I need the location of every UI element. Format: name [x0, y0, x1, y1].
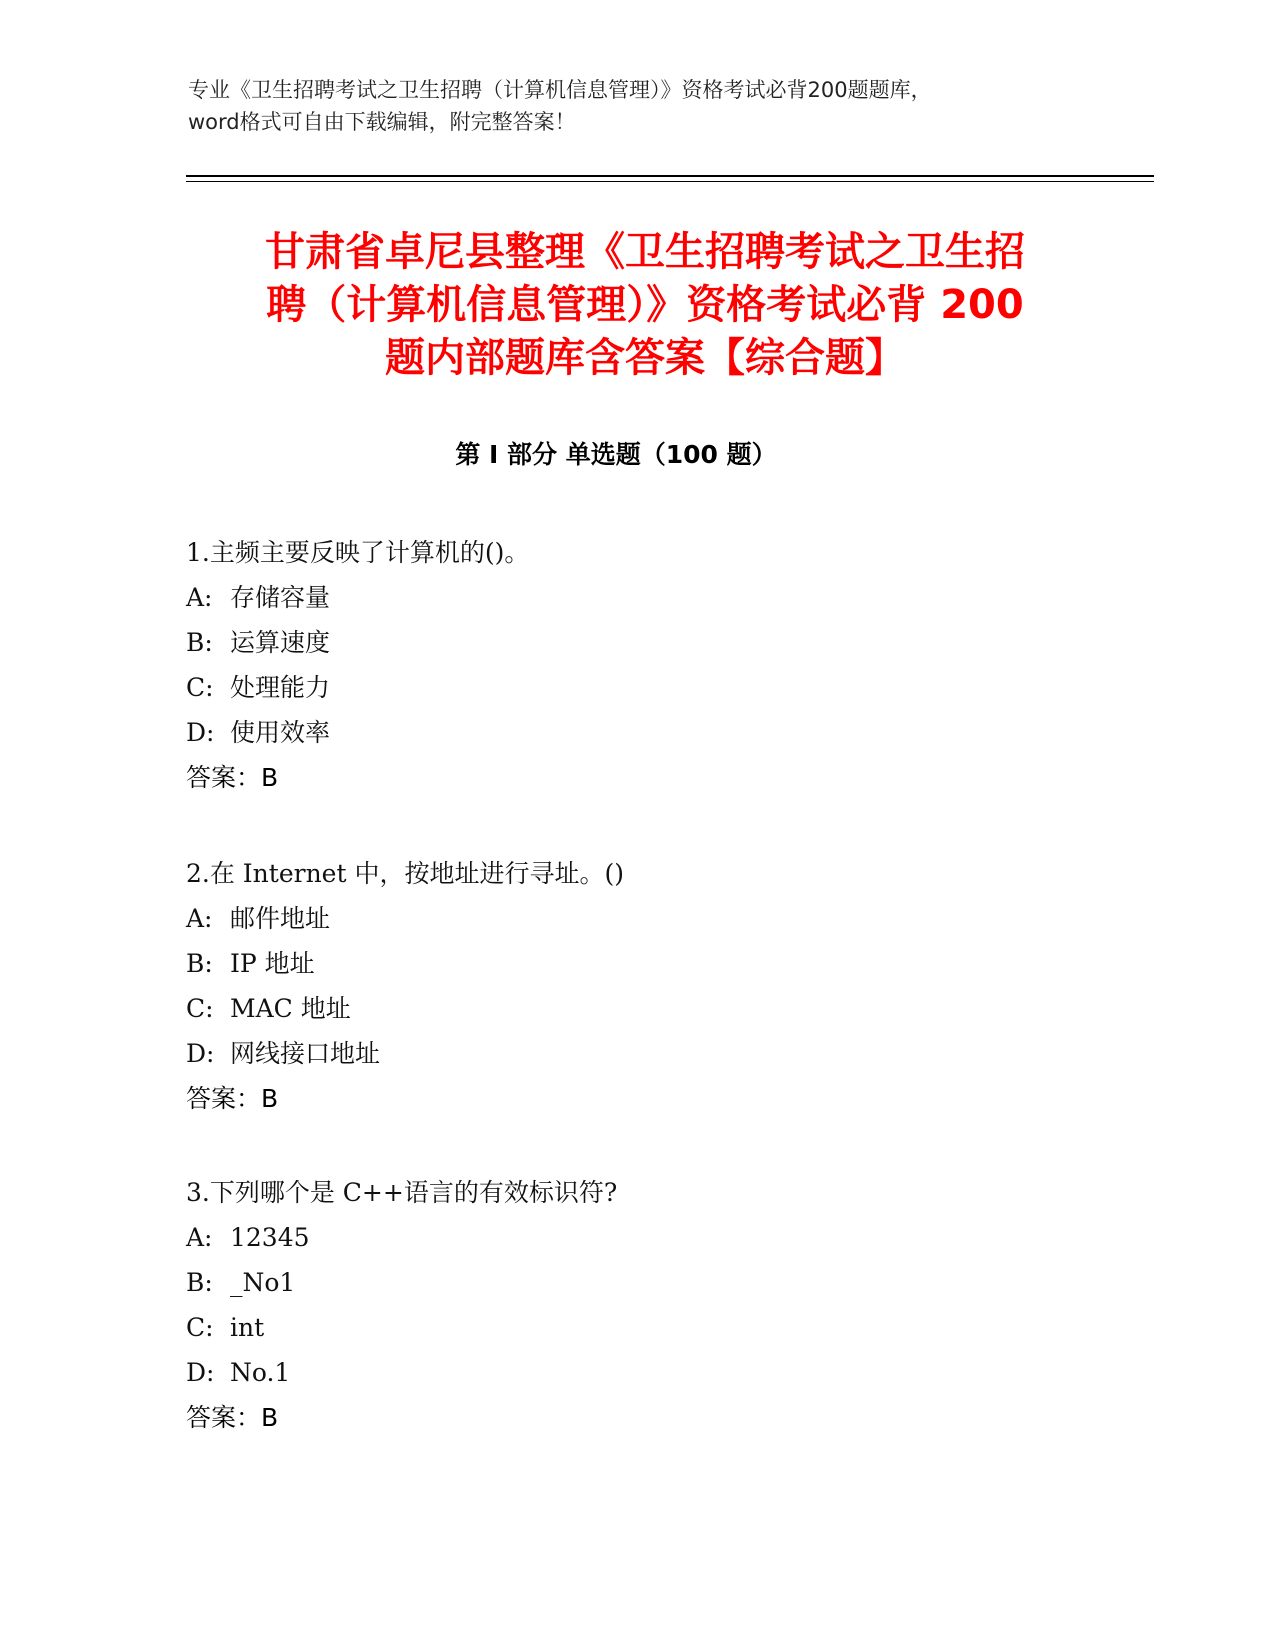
- answer-line: 答案：B: [186, 763, 279, 792]
- option-key: B:: [186, 628, 213, 657]
- option-key: D:: [186, 1358, 215, 1387]
- document-title-line-3: 题内部题库含答案【综合题】: [385, 335, 905, 381]
- section-title: 第 I 部分 单选题（100 题）: [455, 440, 777, 469]
- option-text: int: [230, 1313, 265, 1342]
- option-d: [186, 1031, 1086, 1076]
- option-text: IP 地址: [230, 949, 315, 978]
- question-item: [186, 1170, 1086, 1440]
- answer-line: 答案：B: [186, 1403, 279, 1432]
- option-text: 网线接口地址: [230, 1039, 381, 1068]
- option-text: 运算速度: [230, 628, 331, 657]
- option-c: [186, 1305, 1086, 1350]
- answer-line: 答案：B: [186, 1084, 279, 1113]
- question-stem: 2.在 Internet 中，按地址进行寻址。(): [186, 859, 624, 888]
- header-note-line-2: word格式可自由下载编辑，附完整答案！: [188, 110, 576, 134]
- header-rule-thin: [186, 181, 1154, 182]
- option-key: A:: [186, 583, 213, 612]
- option-text: MAC 地址: [230, 994, 351, 1023]
- document-title: [195, 226, 1095, 385]
- header-note: [188, 74, 1088, 138]
- option-text: 使用效率: [230, 718, 331, 747]
- option-c: [186, 986, 1086, 1031]
- option-d: [186, 710, 1086, 755]
- option-key: C:: [186, 994, 214, 1023]
- option-a: [186, 575, 1086, 620]
- option-key: A:: [186, 1223, 213, 1252]
- option-a: [186, 1215, 1086, 1260]
- option-c: [186, 665, 1086, 710]
- option-text: 处理能力: [230, 673, 331, 702]
- option-key: C:: [186, 1313, 214, 1342]
- option-key: A:: [186, 904, 213, 933]
- option-text: _No1: [230, 1268, 296, 1297]
- option-key: B:: [186, 949, 213, 978]
- document-title-line-1: 甘肃省卓尼县整理《卫生招聘考试之卫生招: [265, 229, 1025, 275]
- option-b: [186, 1260, 1086, 1305]
- option-b: [186, 620, 1086, 665]
- document-title-line-2: 聘（计算机信息管理）》资格考试必背 200: [266, 282, 1024, 328]
- question-item: [186, 530, 1086, 800]
- option-text: 12345: [230, 1223, 310, 1252]
- option-text: 存储容量: [230, 583, 331, 612]
- option-key: D:: [186, 1039, 215, 1068]
- question-item: [186, 851, 1086, 1121]
- option-d: [186, 1350, 1086, 1395]
- header-rule-thick: [186, 175, 1154, 177]
- option-key: B:: [186, 1268, 213, 1297]
- question-stem: 3.下列哪个是 C++语言的有效标识符?: [186, 1178, 618, 1207]
- option-b: [186, 941, 1086, 986]
- option-key: D:: [186, 718, 215, 747]
- option-text: 邮件地址: [230, 904, 331, 933]
- header-note-line-1: 专业《卫生招聘考试之卫生招聘（计算机信息管理）》资格考试必背200题题库，: [188, 78, 932, 102]
- option-a: [186, 896, 1086, 941]
- option-text: No.1: [230, 1358, 291, 1387]
- question-stem: 1.主频主要反映了计算机的()。: [186, 538, 530, 567]
- option-key: C:: [186, 673, 214, 702]
